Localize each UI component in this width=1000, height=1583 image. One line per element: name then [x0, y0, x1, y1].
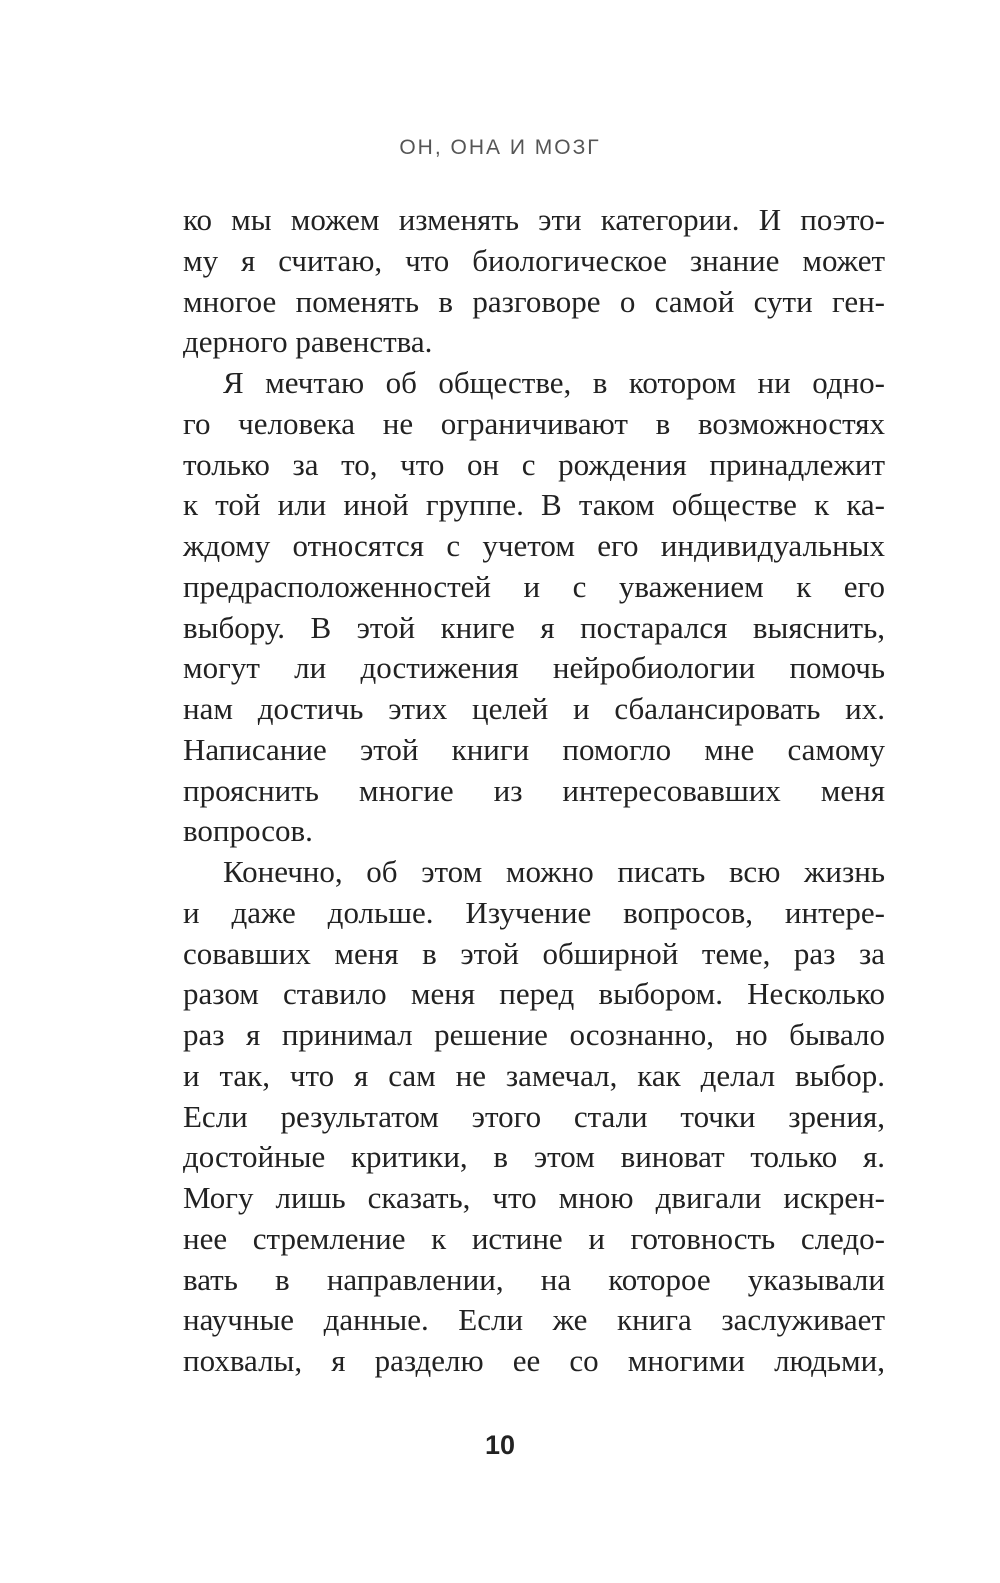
running-header: ОН, ОНА И МОЗГ — [399, 136, 601, 159]
text-line: вать в направлении, на которое указывали — [183, 1261, 885, 1297]
text-line: только за то, что он с рождения принадлежит — [183, 446, 885, 482]
text-line: прояснить многие из интересовавших меня — [183, 772, 885, 808]
text-line: му я считаю, что биологическое знание может — [183, 242, 885, 278]
text-line: нее стремление к истине и готовность следо- — [183, 1220, 885, 1256]
text-line: Написание этой книги помогло мне самому — [183, 731, 885, 767]
text-line: и даже дольше. Изучение вопросов, интере- — [183, 894, 885, 930]
text-line: нам достичь этих целей и сбалансировать их. — [183, 691, 885, 726]
text-line: выбору. В этой книге я постарался выяснить, — [183, 609, 885, 645]
body-text — [183, 200, 885, 1382]
text-line: дерного равенства. — [183, 324, 433, 360]
text-line: ждому относятся с учетом его индивидуальных — [183, 528, 885, 563]
text-line: раз я принимал решение осознанно, но бывало — [183, 1017, 885, 1052]
text-line: Могу лишь сказать, что мною двигали искрен- — [183, 1180, 885, 1215]
text-line: достойные критики, в этом виноват только я. — [183, 1139, 885, 1175]
page-number: 10 — [484, 1430, 516, 1460]
text-line: Конечно, об этом можно писать всю жизнь — [223, 854, 885, 889]
text-line: Я мечтаю об обществе, в котором ни одно- — [223, 365, 885, 400]
text-line: похвалы, я разделю ее со многими людьми, — [183, 1343, 885, 1378]
text-line: к той или иной группе. В таком обществе к ка- — [183, 487, 885, 523]
text-line: разом ставило меня перед выбором. Несколько — [183, 976, 885, 1012]
text-line: предрасположенностей и с уважением к его — [183, 568, 885, 604]
text-line: совавших меня в этой обширной теме, раз за — [183, 935, 885, 971]
text-line: Если результатом этого стали точки зрения, — [183, 1098, 885, 1134]
text-line: вопросов. — [183, 813, 313, 849]
text-line: могут ли достижения нейробиологии помочь — [183, 650, 885, 686]
text-line: научные данные. Если же книга заслуживает — [183, 1302, 885, 1338]
text-line: многое поменять в разговоре о самой сути ген- — [183, 283, 885, 319]
text-line: го человека не ограничивают в возможностях — [183, 405, 885, 441]
text-line: ко мы можем изменять эти категории. И поэто- — [183, 202, 885, 237]
text-line: и так, что я сам не замечал, как делал выбор. — [183, 1057, 885, 1093]
